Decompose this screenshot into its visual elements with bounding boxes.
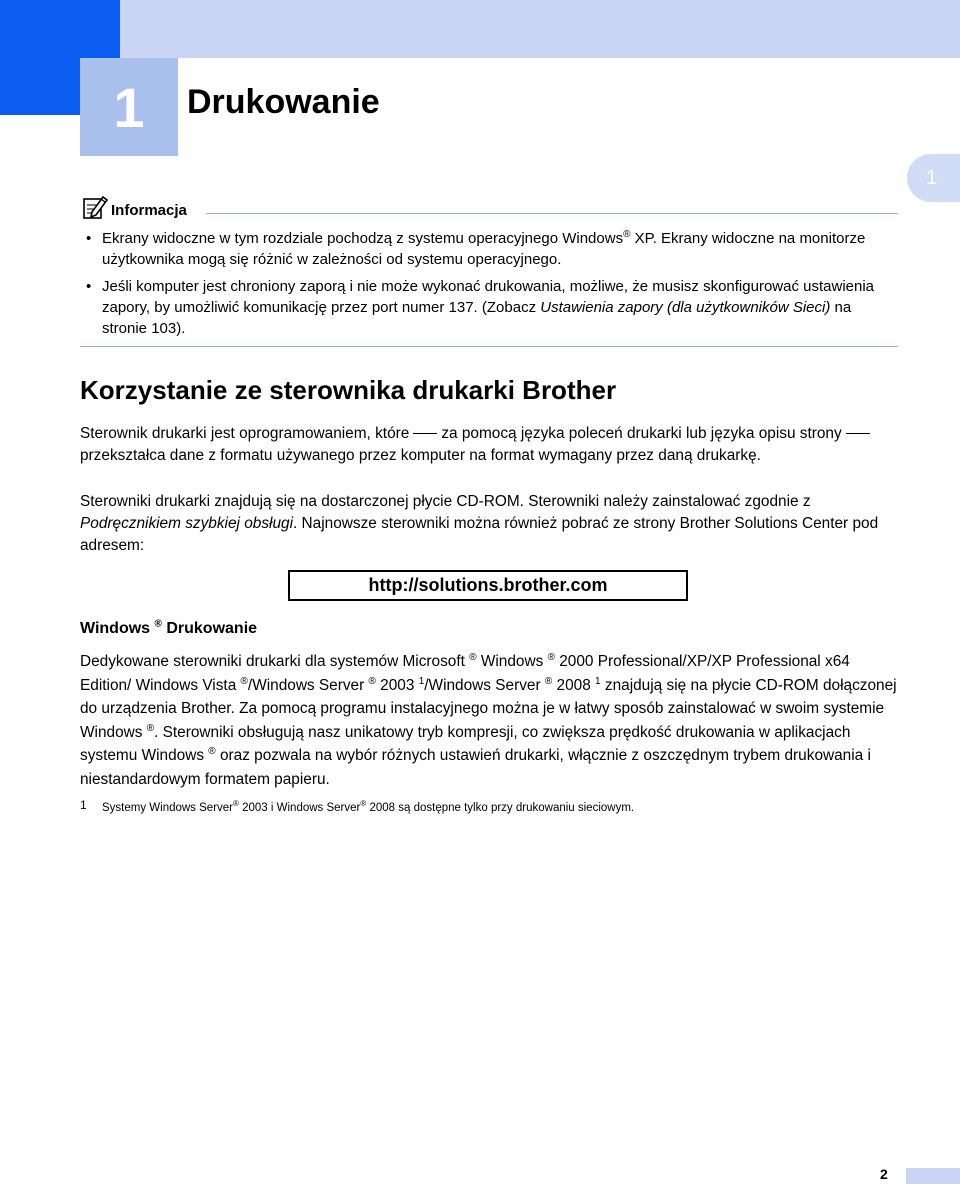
chapter-title: Drukowanie: [187, 83, 380, 121]
note-label: Informacja: [111, 202, 187, 219]
note-divider-bottom: [80, 346, 898, 347]
footnote-ref: 1: [418, 675, 425, 687]
subsection-title: Windows ® Drukowanie: [80, 618, 258, 637]
note-item: • Ekrany widoczne w tym rozdziale pochodzą z systemu operacyjnego Windows® XP. Ekrany widoczne na monitorze użytkownika mogą się różnić w zależności od systemu operacyjnego.: [86, 228, 898, 270]
note-pencil-icon: [82, 194, 108, 220]
page-number: 2: [880, 1166, 888, 1182]
paragraph-driver-definition: Sterownik drukarki jest oprogramowaniem, które za pomocą języka poleceń drukarki lub języka opisu stronyprzekształca dane z formatu używanego przez komputer na format wymagany przez daną drukarkę.: [80, 423, 900, 467]
header-light-band: [120, 0, 960, 58]
em-dash: [846, 433, 870, 434]
footnote-number: 1: [80, 798, 87, 812]
page-number-bar: [906, 1168, 960, 1184]
em-dash: [413, 433, 437, 434]
paragraph-windows-printing: Dedykowane sterowniki drukarki dla systemów Microsoft ® Windows ® 2000 Professional/XP/XP Professional x64 Edition/ Windows Vista ®/Windows Server ® 2003 $^1$/Windows Server ® 2008 $^1$ znajdują się na płycie CD-ROM dołączonej do urządzenia Brother. Za pomocą programu instalacyjnego można je w łatwy sposób zainstalować w swoim systemie Windows ®. Sterowniki obsługują nasz unikatowy tryb kompresji, co zwiększa prędkość drukowania w aplikacjach systemu Windows ® oraz pozwala na wybór różnych ustawień drukarki, włącznie z oszczędnym trybem drukowania i niestandardowym formatem papieru.: [80, 651, 897, 788]
paragraph-driver-location: Sterowniki drukarki znajdują się na dostarczonej płycie CD-ROM. Sterowniki należy zainstalować zgodnie z Podręcznikiem szybkiej obsługi. Najnowsze sterowniki można również pobrać ze strony Brother Solutions Center pod adresem:: [80, 493, 879, 554]
chapter-number: 1: [80, 58, 178, 156]
note-list: [86, 228, 898, 345]
solutions-url[interactable]: http://solutions.brother.com: [288, 570, 688, 601]
note-divider-top: [206, 213, 898, 214]
firewall-settings-link[interactable]: Ustawienia zapory (dla użytkowników Sieci): [540, 299, 831, 316]
quick-setup-guide-ref: Podręcznikiem szybkiej obsługi: [80, 515, 293, 532]
chapter-side-tab: 1: [907, 154, 960, 202]
section-title: Korzystanie ze sterownika drukarki Brother: [80, 375, 617, 405]
footnote-ref: 1: [595, 675, 601, 687]
note-item: • Jeśli komputer jest chroniony zaporą i nie może wykonać drukowania, możliwe, że musisz skonfigurować ustawienia zapory, by umożliwić komunikację przez port numer 137. (Zobacz Ustawienia zapory (dla użytkowników Sieci) na stronie 103).: [86, 276, 898, 339]
footnote-text: Systemy Windows Server® 2003 i Windows Server® 2008 są dostępne tylko przy drukowaniu sieciowym.: [102, 799, 635, 814]
note-header: [82, 194, 187, 220]
